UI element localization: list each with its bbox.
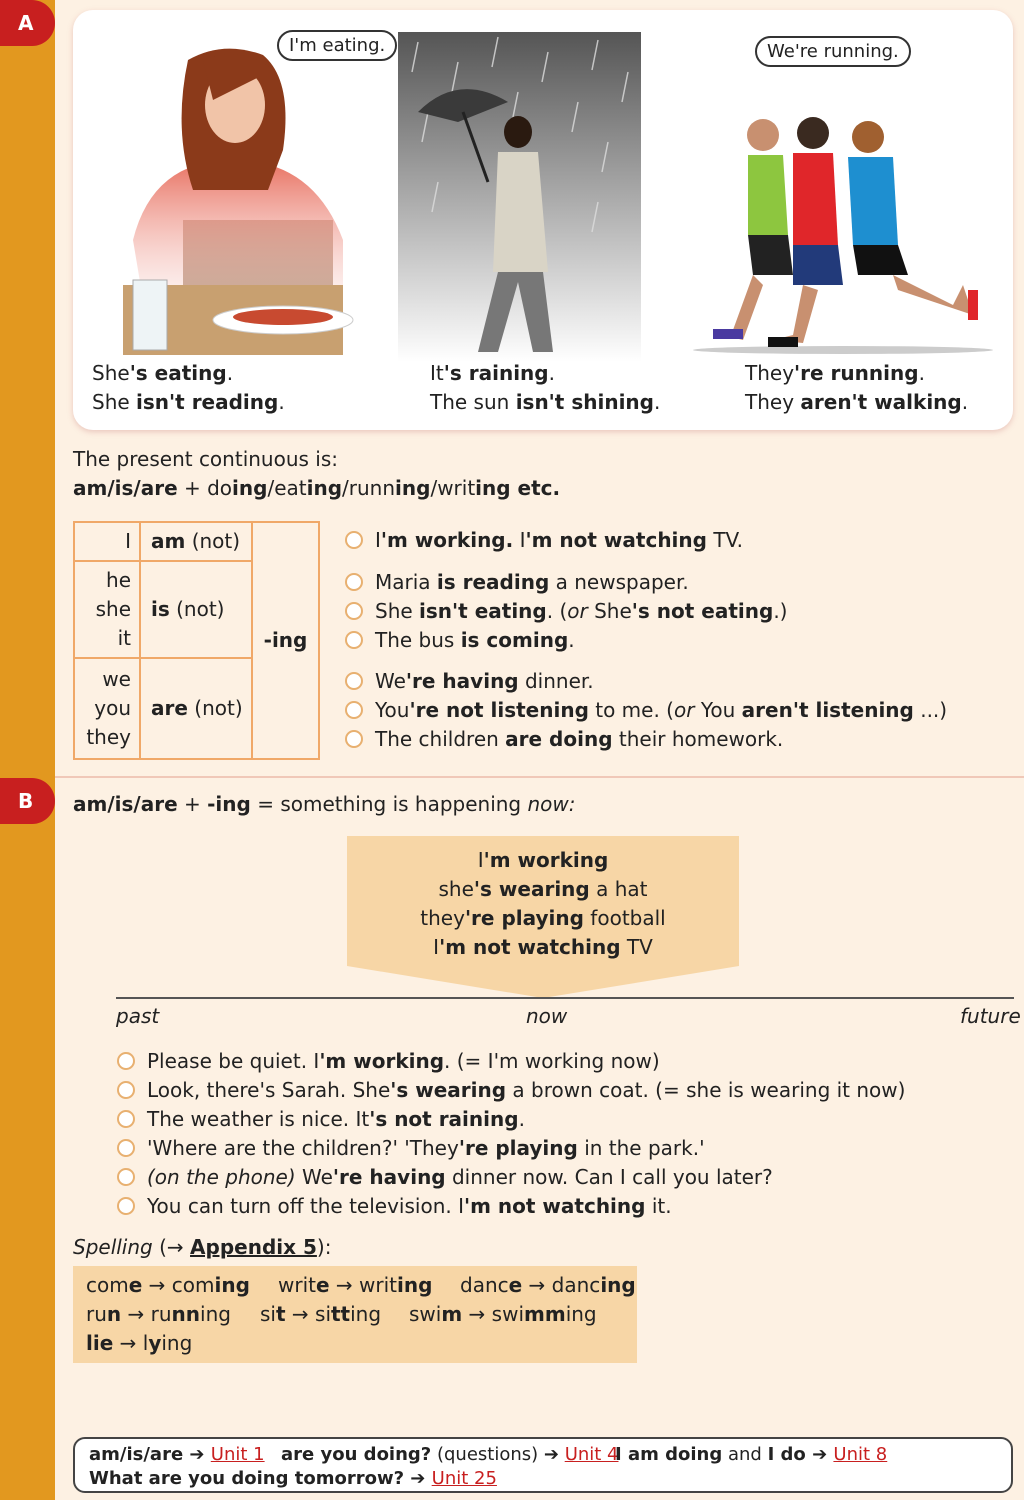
example-a-6: You're not listening to me. (or You aren't listening ...) <box>345 696 947 725</box>
spelling-sit: sit → sitting <box>260 1302 382 1326</box>
spelling-heading: Spelling (→ Appendix 5): <box>73 1235 332 1259</box>
checkbox-icon[interactable] <box>345 602 363 620</box>
reference-box <box>73 1437 1013 1493</box>
caption-eating: She's eating. She isn't reading. <box>92 361 285 414</box>
verb-am: am (not) <box>140 522 252 561</box>
example-a-1: I'm working. I'm not watching TV. <box>345 526 743 555</box>
example-a-5: We're having dinner. <box>345 667 594 696</box>
formula: am/is/are + doing/eating/running/writing etc. <box>73 476 561 500</box>
ing-suffix: -ing <box>252 522 319 759</box>
unit-8-link[interactable]: Unit 8 <box>833 1444 888 1465</box>
pronoun-i: I <box>74 522 140 561</box>
spelling-write: write → writing <box>278 1273 433 1297</box>
example-b-3: The weather is nice. It's not raining. <box>117 1105 525 1134</box>
caption-raining: It's raining. The sun isn't shining. <box>430 361 661 414</box>
timeline <box>116 997 1014 999</box>
section-b-badge: B <box>0 778 55 824</box>
example-b-2: Look, there's Sarah. She's wearing a brown coat. (= she is wearing it now) <box>117 1076 905 1105</box>
ref-unit-25: What are you doing tomorrow? ➔ Unit 25 <box>89 1468 497 1489</box>
ref-unit-1: am/is/are ➔ Unit 1 <box>89 1444 265 1465</box>
checkbox-icon[interactable] <box>345 531 363 549</box>
checkbox-icon[interactable] <box>117 1197 135 1215</box>
picture-panel <box>73 10 1013 430</box>
example-b-5: (on the phone) We're having dinner now. Can I call you later? <box>117 1163 773 1192</box>
conjugation-table <box>73 521 320 760</box>
spelling-box <box>73 1266 637 1363</box>
spelling-lie: lie → lying <box>86 1331 193 1355</box>
unit-4-link[interactable]: Unit 4 <box>564 1444 619 1465</box>
now-line-3: they're playing football <box>420 906 666 930</box>
now-box <box>347 836 739 966</box>
spelling-swim: swim → swimming <box>409 1302 597 1326</box>
checkbox-icon[interactable] <box>117 1139 135 1157</box>
pronouns-we-you-they: we you they <box>74 658 140 759</box>
speech-bubble-running: We're running. <box>755 36 911 67</box>
appendix-5-link[interactable]: Appendix 5 <box>190 1235 317 1259</box>
checkbox-icon[interactable] <box>345 701 363 719</box>
section-divider <box>55 776 1024 778</box>
checkbox-icon[interactable] <box>117 1110 135 1128</box>
runners-illustration <box>693 105 993 355</box>
unit-25-link[interactable]: Unit 25 <box>431 1468 497 1489</box>
intro-text: The present continuous is: <box>73 447 338 471</box>
unit-1-link[interactable]: Unit 1 <box>210 1444 265 1465</box>
example-b-4: 'Where are the children?' 'They're playing in the park.' <box>117 1134 705 1163</box>
ref-unit-4: are you doing? (questions) ➔ Unit 4 <box>281 1444 619 1465</box>
checkbox-icon[interactable] <box>345 631 363 649</box>
spelling-run: run → running <box>86 1302 231 1326</box>
woman-eating-illustration <box>93 40 383 360</box>
example-a-7: The children are doing their homework. <box>345 725 783 754</box>
example-a-4: The bus is coming. <box>345 626 575 655</box>
section-a-badge: A <box>0 0 55 46</box>
rain-illustration <box>398 32 641 362</box>
now-line-1: I'm working <box>477 848 609 872</box>
checkbox-icon[interactable] <box>117 1052 135 1070</box>
spelling-come: come → coming <box>86 1273 250 1297</box>
checkbox-icon[interactable] <box>345 672 363 690</box>
checkbox-icon[interactable] <box>345 730 363 748</box>
verb-is: is (not) <box>140 561 252 658</box>
timeline-past: past <box>116 1004 160 1028</box>
checkbox-icon[interactable] <box>345 573 363 591</box>
pronouns-he-she-it: he she it <box>74 561 140 658</box>
side-bar <box>0 0 55 1500</box>
verb-are: are (not) <box>140 658 252 759</box>
example-b-6: You can turn off the television. I'm not watching it. <box>117 1192 672 1221</box>
example-b-1: Please be quiet. I'm working. (= I'm working now) <box>117 1047 660 1076</box>
now-line-2: she's wearing a hat <box>438 877 648 901</box>
now-arrow-tip <box>347 966 739 998</box>
example-a-2: Maria is reading a newspaper. <box>345 568 689 597</box>
checkbox-icon[interactable] <box>117 1168 135 1186</box>
example-a-3: She isn't eating. (or She's not eating.) <box>345 597 787 626</box>
now-line-4: I'm not watching TV <box>433 935 653 959</box>
checkbox-icon[interactable] <box>117 1081 135 1099</box>
caption-running: They're running. They aren't walking. <box>745 361 969 414</box>
timeline-now: now <box>526 1004 568 1028</box>
speech-bubble-eating: I'm eating. <box>277 30 397 61</box>
ref-unit-8: I am doing and I do ➔ Unit 8 <box>615 1444 888 1465</box>
timeline-future: future <box>960 1004 1021 1028</box>
section-b-heading: am/is/are + -ing = something is happening now: <box>73 792 576 816</box>
spelling-dance: dance → dancing <box>460 1273 636 1297</box>
